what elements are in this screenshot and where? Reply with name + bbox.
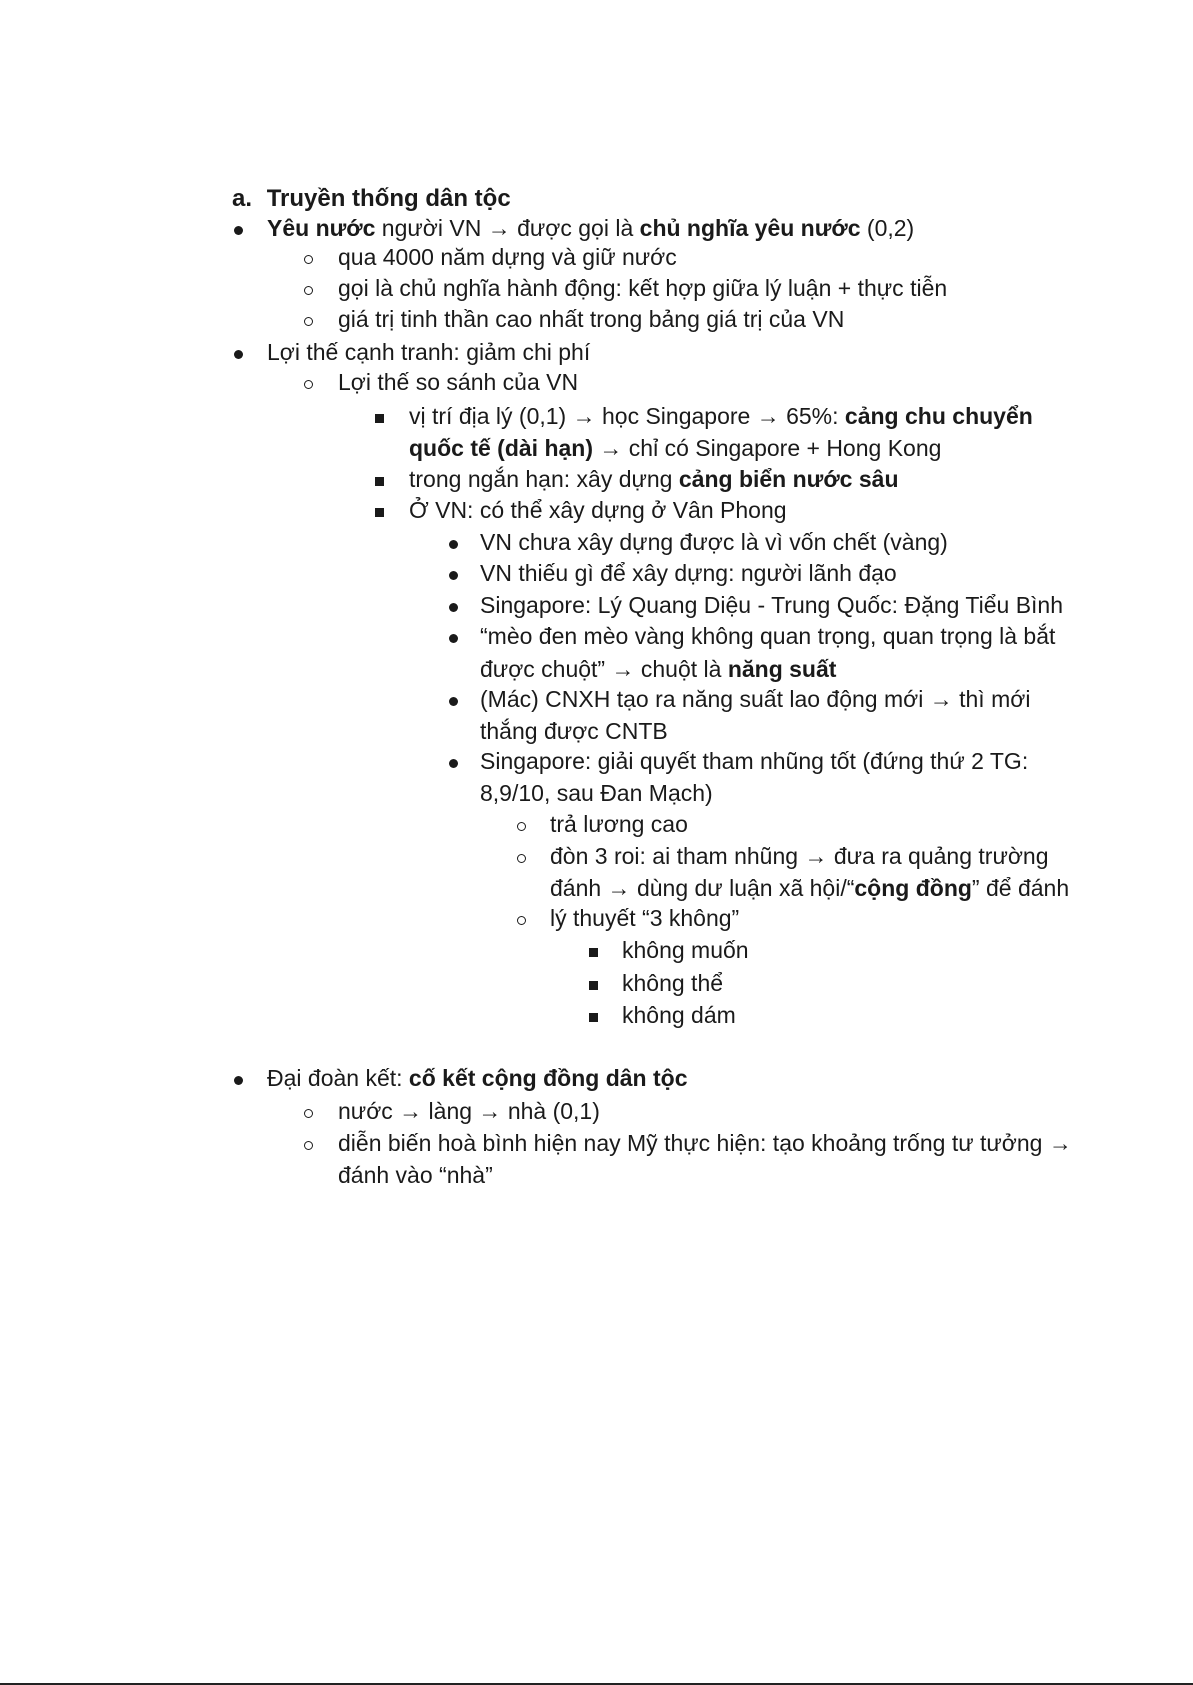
bullet-icon xyxy=(449,571,458,580)
circle-bullet-icon xyxy=(304,255,313,264)
bold-text: năng suất xyxy=(727,656,837,682)
list-item: qua 4000 năm dựng và giữ nước xyxy=(338,244,677,270)
text: ” để đánh xyxy=(971,875,1070,901)
bold-text: cảng biển nước sâu xyxy=(678,466,899,492)
heading-marker: a. xyxy=(232,185,253,212)
text: vị trí địa lý (0,1) → học Singapore → 65%: xyxy=(409,403,845,429)
list-item-dai-doan-ket xyxy=(267,1063,687,1095)
text: người VN → được gọi là xyxy=(375,215,640,241)
list-item: trả lương cao xyxy=(550,811,688,837)
list-item-continuation: đánh vào “nhà” xyxy=(338,1162,493,1188)
list-item-continuation: thắng được CNTB xyxy=(480,718,668,744)
text: được chuột” → chuột là xyxy=(480,656,728,682)
list-item: không thể xyxy=(622,970,724,996)
bold-text: cộng đồng xyxy=(854,875,972,901)
text: trong ngắn hạn: xây dựng xyxy=(409,466,679,492)
bullet-icon xyxy=(449,759,458,768)
list-item-yeu-nuoc xyxy=(267,213,914,245)
circle-bullet-icon xyxy=(304,317,313,326)
square-bullet-icon xyxy=(589,1013,598,1022)
circle-bullet-icon xyxy=(304,286,313,295)
list-item: giá trị tinh thần cao nhất trong bảng giá trị của VN xyxy=(338,306,845,332)
list-item: VN thiếu gì để xây dựng: người lãnh đạo xyxy=(480,560,897,586)
bullet-icon xyxy=(449,634,458,643)
circle-bullet-icon xyxy=(304,1141,313,1150)
text: Đại đoàn kết: xyxy=(267,1065,409,1091)
list-item-continuation xyxy=(409,433,941,465)
bold-text: chủ nghĩa yêu nước xyxy=(639,215,861,241)
list-item-loi-the: Lợi thế cạnh tranh: giảm chi phí xyxy=(267,339,591,365)
bullet-icon xyxy=(234,226,243,235)
bullet-icon xyxy=(234,350,243,359)
bullet-icon xyxy=(449,603,458,612)
circle-bullet-icon xyxy=(304,1109,313,1118)
bullet-icon xyxy=(234,1076,243,1085)
list-item: đòn 3 roi: ai tham nhũng → đưa ra quảng trường xyxy=(550,843,1049,869)
list-item-continuation xyxy=(480,654,836,686)
list-item: Singapore: giải quyết tham nhũng tốt (đứng thứ 2 TG: xyxy=(480,748,1029,774)
list-item: lý thuyết “3 không” xyxy=(550,905,740,931)
text: → chỉ có Singapore + Hong Kong xyxy=(593,435,942,461)
text: (0,2) xyxy=(860,215,915,241)
list-item-continuation: 8,9/10, sau Đan Mạch) xyxy=(480,780,713,806)
circle-bullet-icon xyxy=(517,854,526,863)
section-heading xyxy=(232,183,511,215)
list-item: gọi là chủ nghĩa hành động: kết hợp giữa lý luận + thực tiễn xyxy=(338,275,948,301)
list-item: Ở VN: có thể xây dựng ở Vân Phong xyxy=(409,497,787,523)
list-item xyxy=(409,464,899,496)
square-bullet-icon xyxy=(375,508,384,517)
bullet-icon xyxy=(449,540,458,549)
list-item: VN chưa xây dựng được là vì vốn chết (vàng) xyxy=(480,529,948,555)
list-item: “mèo đen mèo vàng không quan trọng, quan trọng là bắt xyxy=(480,623,1056,649)
circle-bullet-icon xyxy=(517,822,526,831)
circle-bullet-icon xyxy=(517,916,526,925)
list-item: diễn biến hoà bình hiện nay Mỹ thực hiện: tạo khoảng trống tư tưởng → xyxy=(338,1130,1072,1156)
square-bullet-icon xyxy=(589,948,598,957)
bold-text: Yêu nước xyxy=(267,215,376,241)
bullet-icon xyxy=(449,697,458,706)
square-bullet-icon xyxy=(375,477,384,486)
square-bullet-icon xyxy=(375,414,384,423)
bold-text: cảng chu chuyển xyxy=(844,403,1033,429)
list-item-continuation xyxy=(550,873,1069,905)
heading-text: Truyền thống dân tộc xyxy=(266,185,511,212)
list-item xyxy=(409,401,1033,433)
list-item: không dám xyxy=(622,1002,736,1028)
list-item: nước → làng → nhà (0,1) xyxy=(338,1098,600,1124)
list-item: không muốn xyxy=(622,937,749,963)
circle-bullet-icon xyxy=(304,380,313,389)
text: đánh → dùng dư luận xã hội/“ xyxy=(550,875,855,901)
bold-text: quốc tế (dài hạn) xyxy=(409,435,593,461)
bold-text: cố kết cộng đồng dân tộc xyxy=(408,1065,688,1091)
list-item: (Mác) CNXH tạo ra năng suất lao động mới → thì mới xyxy=(480,686,1031,712)
list-item: Singapore: Lý Quang Diệu - Trung Quốc: Đặng Tiểu Bình xyxy=(480,592,1064,618)
list-item: Lợi thế so sánh của VN xyxy=(338,369,579,395)
square-bullet-icon xyxy=(589,981,598,990)
